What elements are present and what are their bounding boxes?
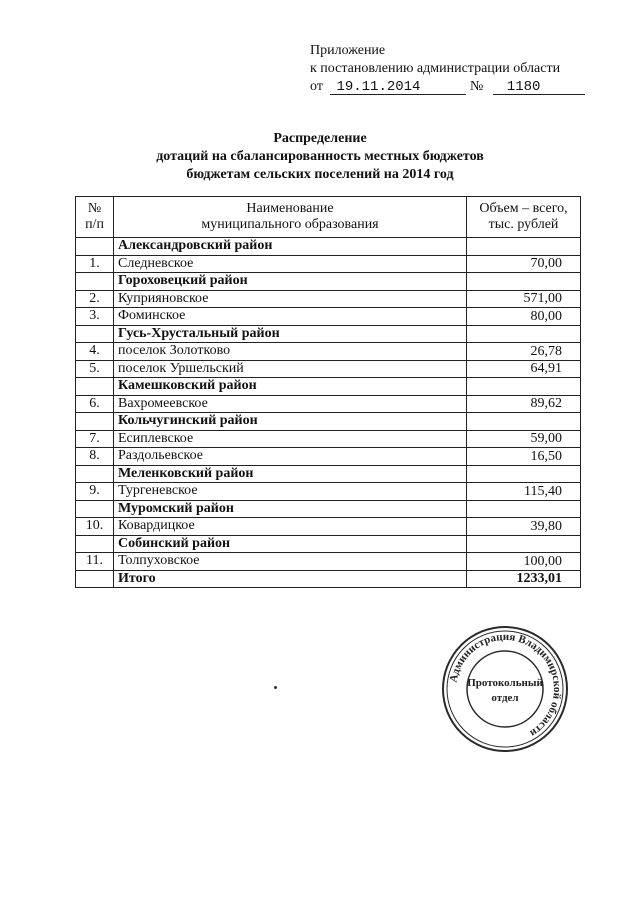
title-line1: Распределение [273, 131, 367, 146]
settlement-name: Вахромеевское [114, 395, 467, 413]
header-volume-b: тыс. рублей [488, 217, 559, 232]
stamp-ring-text: Администрация Владимирской области [447, 630, 564, 740]
official-stamp [440, 624, 570, 754]
settlement-name: Следневское [114, 255, 467, 273]
row-number: 7. [76, 430, 114, 448]
table-row [76, 360, 581, 378]
stamp-center-line2: отдел [491, 692, 519, 704]
total-num-cell [76, 570, 114, 588]
subsidy-value: 80,00 [467, 308, 581, 326]
district-num-cell [76, 273, 114, 291]
total-row [76, 570, 581, 588]
subsidy-value: 16,50 [467, 448, 581, 466]
district-name: Собинский район [114, 535, 467, 553]
table-body [76, 238, 581, 571]
district-name: Кольчугинский район [114, 413, 467, 431]
settlement-name: поселок Золотково [114, 343, 467, 361]
district-value-cell [467, 273, 581, 291]
district-name: Гороховецкий район [114, 273, 467, 291]
district-name: Камешковский район [114, 378, 467, 396]
subsidy-value: 89,62 [467, 395, 581, 413]
settlement-name: Ковардицкое [114, 518, 467, 536]
row-number: 6. [76, 395, 114, 413]
document-number: 1180 [493, 80, 585, 95]
district-row [76, 325, 581, 343]
document-title [0, 130, 640, 184]
header-number-a: № [87, 201, 102, 216]
subsidy-value: 39,80 [467, 518, 581, 536]
row-number: 11. [76, 553, 114, 571]
document-date: 19.11.2014 [330, 80, 466, 95]
total-value: 1233,01 [467, 570, 581, 588]
table-row [76, 553, 581, 571]
header-number-b: п/п [85, 217, 104, 232]
settlement-name: Есиплевское [114, 430, 467, 448]
table-row [76, 430, 581, 448]
district-num-cell [76, 500, 114, 518]
table-row [76, 483, 581, 501]
district-num-cell [76, 378, 114, 396]
settlement-name: поселок Уршельский [114, 360, 467, 378]
subsidy-value: 70,00 [467, 255, 581, 273]
district-value-cell [467, 535, 581, 553]
row-number: 1. [76, 255, 114, 273]
header-name-a: Наименование [246, 201, 334, 216]
row-number: 5. [76, 360, 114, 378]
district-value-cell [467, 500, 581, 518]
table-row [76, 448, 581, 466]
header-volume [467, 197, 581, 238]
table-row [76, 343, 581, 361]
subsidy-value: 64,91 [467, 360, 581, 378]
subsidy-value: 59,00 [467, 430, 581, 448]
table-row [76, 395, 581, 413]
district-num-cell [76, 238, 114, 256]
subsidy-value: 115,40 [467, 483, 581, 501]
stamp-outer-ring [443, 627, 567, 751]
district-row [76, 238, 581, 256]
district-name: Меленковский район [114, 465, 467, 483]
subsidy-value: 26,78 [467, 343, 581, 361]
table-row [76, 518, 581, 536]
stray-mark [274, 686, 277, 689]
header-number [76, 197, 114, 238]
row-number: 3. [76, 308, 114, 326]
district-row [76, 500, 581, 518]
row-number: 9. [76, 483, 114, 501]
appendix-line2: к постановлению администрации области [310, 61, 561, 76]
district-row [76, 413, 581, 431]
settlement-name: Куприяновское [114, 290, 467, 308]
district-value-cell [467, 465, 581, 483]
appendix-block [310, 42, 585, 96]
title-line3: бюджетам сельских поселений на 2014 год [186, 167, 454, 182]
table-row [76, 290, 581, 308]
row-number: 2. [76, 290, 114, 308]
district-name: Муромский район [114, 500, 467, 518]
date-prefix: от [310, 79, 323, 94]
district-num-cell [76, 465, 114, 483]
district-name: Александровский район [114, 238, 467, 256]
appendix-date-row [310, 78, 585, 96]
subsidy-value: 100,00 [467, 553, 581, 571]
row-number: 10. [76, 518, 114, 536]
row-number: 4. [76, 343, 114, 361]
settlement-name: Тургеневское [114, 483, 467, 501]
appendix-line1: Приложение [310, 43, 386, 58]
stamp-inner-ring-b [467, 651, 543, 727]
header-name [114, 197, 467, 238]
table-row [76, 255, 581, 273]
district-row [76, 535, 581, 553]
table-row [76, 308, 581, 326]
table-header [76, 197, 581, 238]
stamp-center-line1: Протокольный [467, 677, 543, 689]
district-value-cell [467, 378, 581, 396]
district-row [76, 465, 581, 483]
row-number: 8. [76, 448, 114, 466]
number-prefix: № [469, 79, 484, 94]
district-value-cell [467, 413, 581, 431]
district-row [76, 378, 581, 396]
district-num-cell [76, 413, 114, 431]
district-value-cell [467, 238, 581, 256]
district-num-cell [76, 535, 114, 553]
settlement-name: Раздольевское [114, 448, 467, 466]
district-value-cell [467, 325, 581, 343]
subsidy-value: 571,00 [467, 290, 581, 308]
title-line2: дотаций на сбалансированность местных бюджетов [156, 149, 484, 164]
settlement-name: Фоминское [114, 308, 467, 326]
total-label: Итого [114, 570, 467, 588]
district-row [76, 273, 581, 291]
settlement-name: Толпуховское [114, 553, 467, 571]
district-num-cell [76, 325, 114, 343]
district-name: Гусь-Хрустальный район [114, 325, 467, 343]
header-name-b: муниципального образования [201, 217, 379, 232]
subsidy-table [75, 196, 581, 588]
header-volume-a: Объем – всего, [479, 201, 568, 216]
